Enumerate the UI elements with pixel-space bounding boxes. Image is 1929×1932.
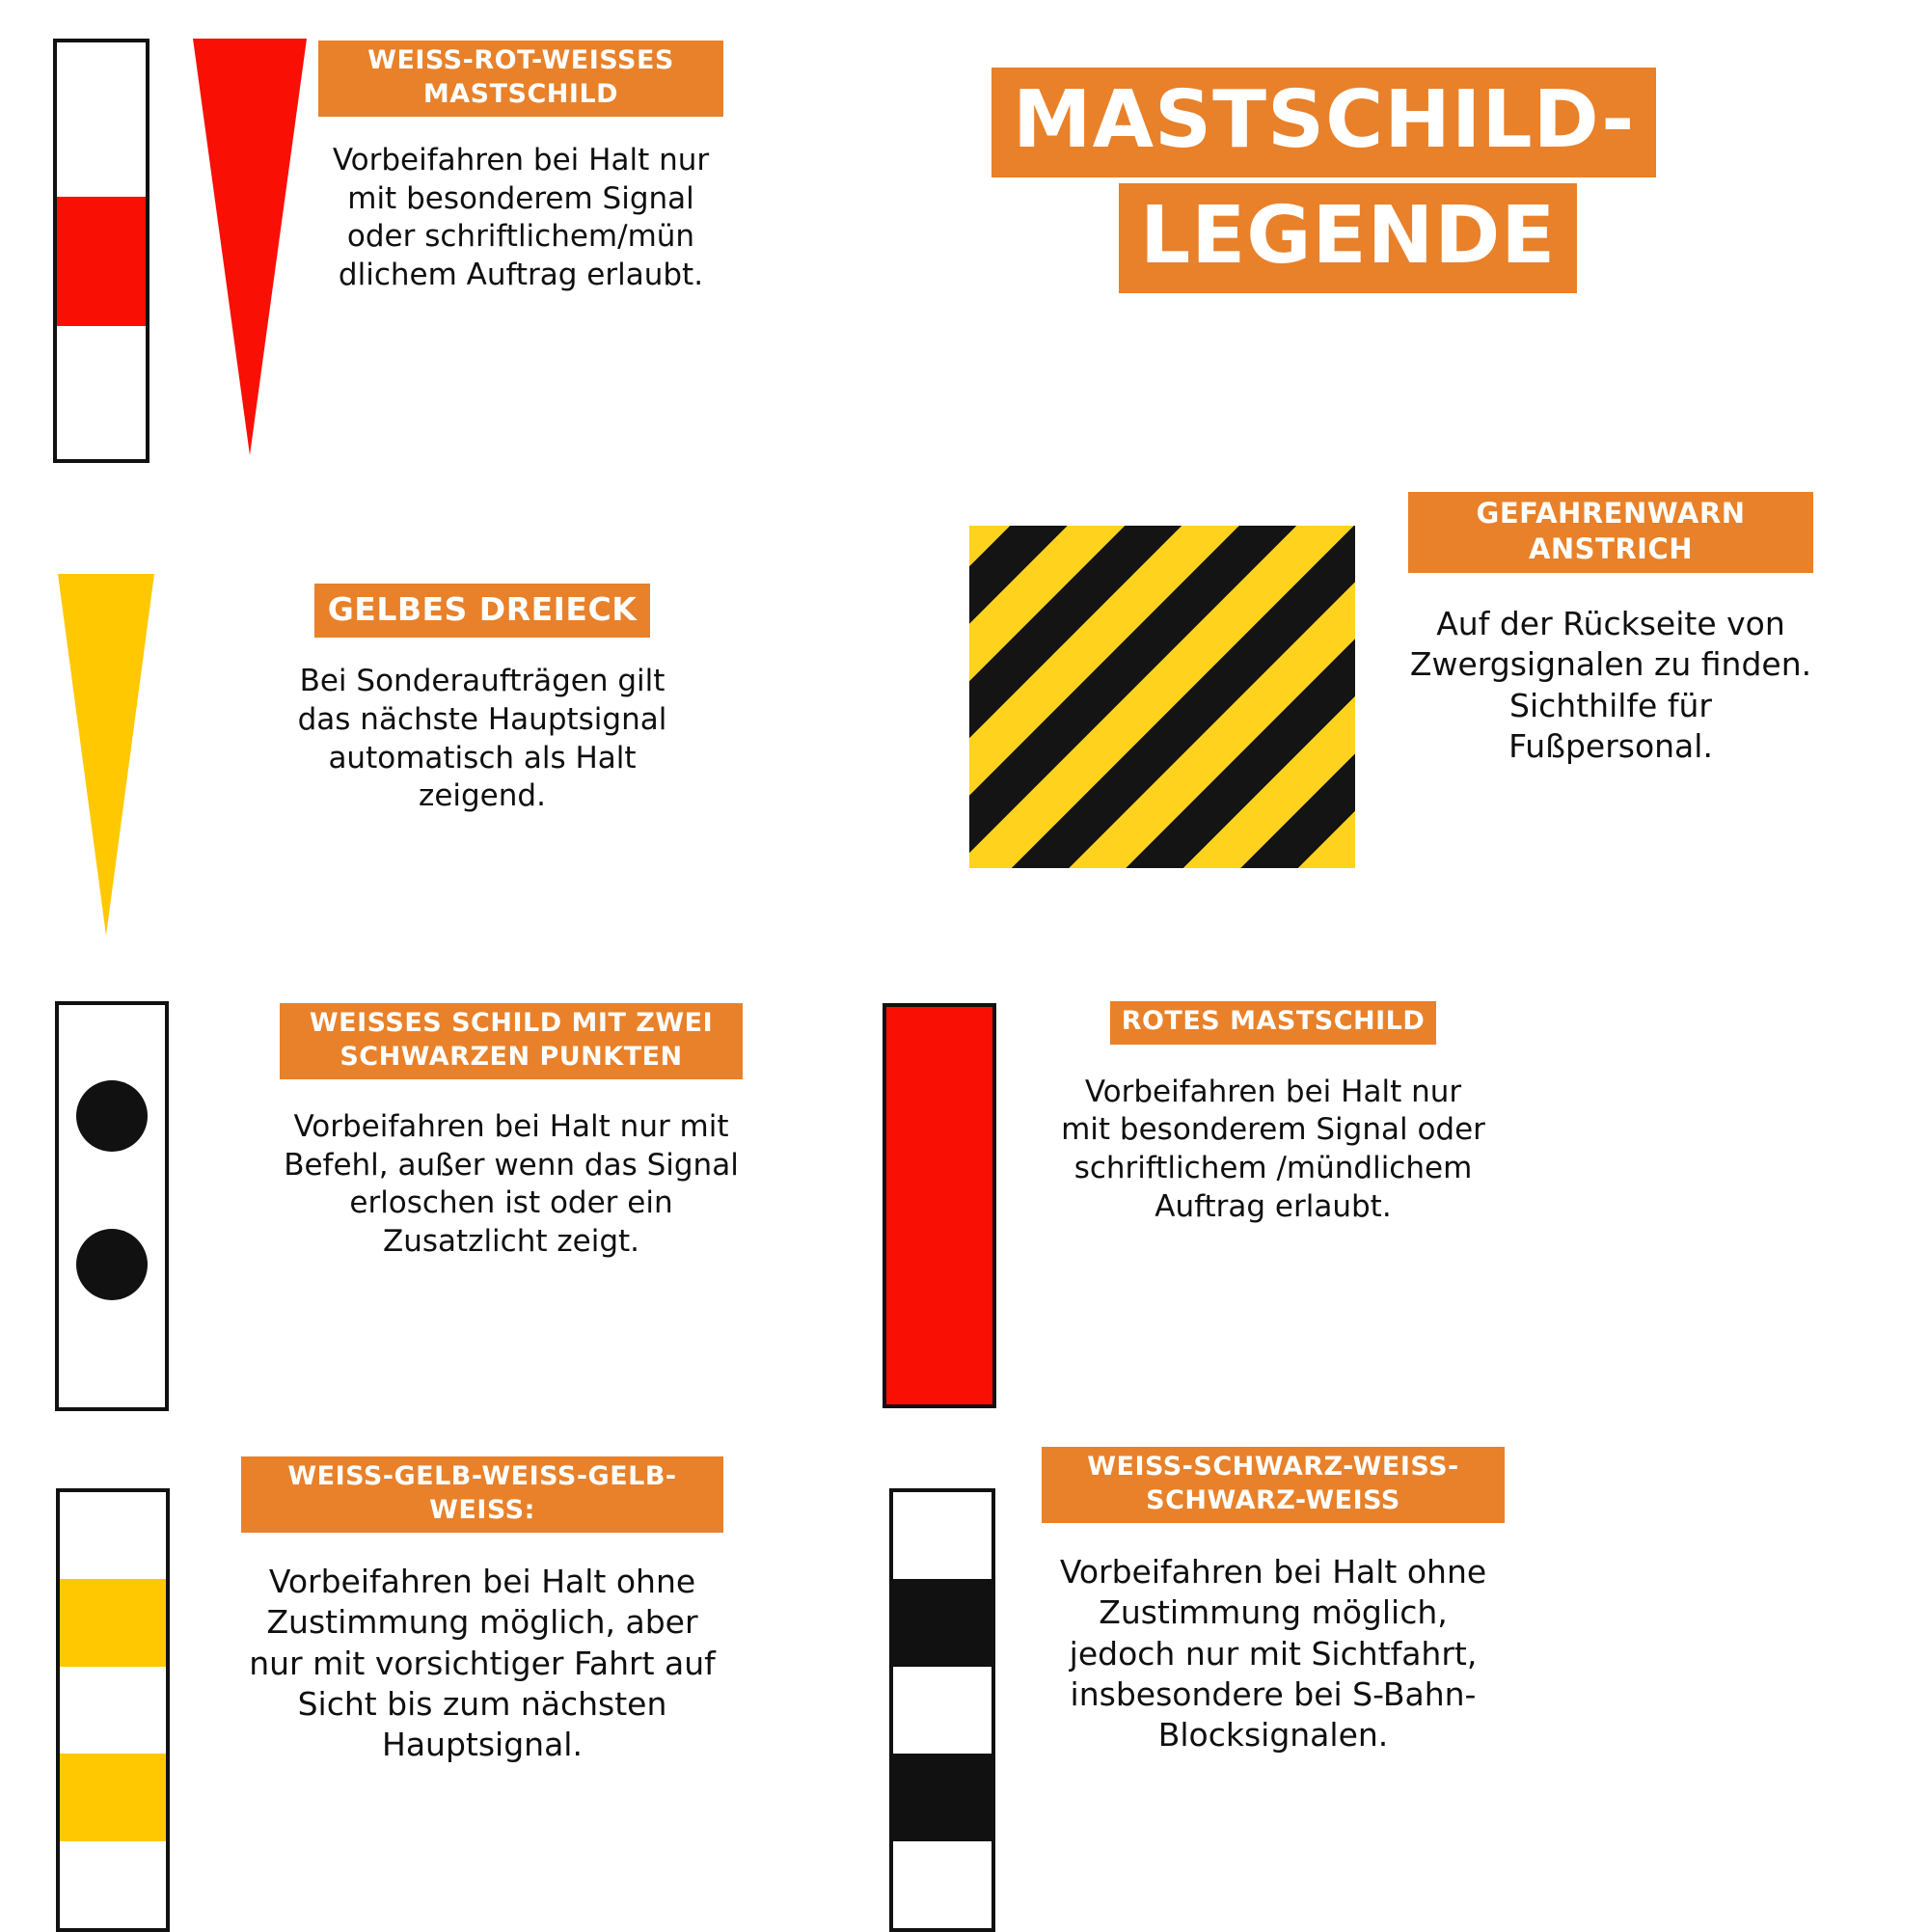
entry-heading-1: WEISS-ROT-WEISSES MASTSCHILD bbox=[318, 41, 723, 117]
entry-heading-4: WEISS-GELB-WEISS-GELB-WEISS: bbox=[241, 1456, 723, 1533]
entry-description-3: Vorbeifahren bei Halt nur mit Befehl, außer wenn das Signal erloschen ist oder ein Zusatzlicht zeigt. bbox=[284, 1109, 739, 1260]
graphic-white-red-white-post-sign bbox=[53, 39, 149, 463]
entry-text-block-7 bbox=[1042, 1447, 1505, 1755]
entry-text-block-1 bbox=[318, 41, 723, 295]
graphic-white-black-white-black-white-post-sign bbox=[889, 1488, 995, 1932]
entry-description-6: Vorbeifahren bei Halt nur mit besonderem Signal oder schriftlichem /mündlichem Auftrag erlaubt. bbox=[1061, 1074, 1485, 1224]
entry-heading-6: ROTES MASTSCHILD bbox=[1110, 1001, 1437, 1045]
entry-text-block-4 bbox=[241, 1456, 723, 1765]
graphic-white-yellow-white-yellow-white-post-sign bbox=[56, 1488, 170, 1932]
entry-heading-5: GEFAHRENWARN ANSTRICH bbox=[1408, 492, 1813, 573]
entry-text-block-5 bbox=[1408, 492, 1813, 767]
graphic-red-post-sign bbox=[883, 1003, 996, 1408]
entry-heading-7: WEISS-SCHWARZ-WEISS-SCHWARZ-WEISS bbox=[1042, 1447, 1505, 1523]
entry-heading-2: GELBES DREIECK bbox=[314, 584, 651, 638]
graphic-white-sign-two-black-dots bbox=[55, 1001, 169, 1411]
page-title-line-2: LEGENDE bbox=[1119, 183, 1577, 293]
graphic-hazard-stripes bbox=[969, 526, 1355, 868]
black-dot-upper-icon bbox=[76, 1080, 148, 1152]
entry-description-2: Bei Sonderaufträgen gilt das nächste Hauptsignal automatisch als Halt zeigend. bbox=[297, 664, 667, 814]
entry-text-block-2 bbox=[270, 584, 694, 816]
graphic-yellow-triangle bbox=[58, 574, 154, 936]
entry-description-4: Vorbeifahren bei Halt ohne Zustimmung möglich, aber nur mit vorsichtiger Fahrt auf Sicht bis zum nächsten Hauptsignal. bbox=[249, 1563, 716, 1764]
entry-heading-3: WEISSES SCHILD MIT ZWEI SCHWARZEN PUNKTEN bbox=[280, 1003, 743, 1079]
entry-text-block-6 bbox=[1061, 1001, 1485, 1226]
entry-text-block-3 bbox=[280, 1003, 743, 1262]
black-dot-lower-icon bbox=[76, 1229, 148, 1300]
graphic-red-triangle bbox=[193, 39, 307, 455]
page-title-line-1: MASTSCHILD- bbox=[992, 68, 1656, 177]
page-title bbox=[974, 68, 1900, 293]
entry-description-7: Vorbeifahren bei Halt ohne Zustimmung möglich, jedoch nur mit Sichtfahrt, insbesondere bei S-Bahn-Blocksignalen. bbox=[1059, 1553, 1487, 1755]
entry-description-1: Vorbeifahren bei Halt nur mit besonderem Signal oder schriftlichem/mün dlichem Auftrag erlaubt. bbox=[332, 143, 710, 293]
entry-description-5: Auf der Rückseite von Zwergsignalen zu finden. Sichthilfe für Fußpersonal. bbox=[1409, 605, 1812, 765]
